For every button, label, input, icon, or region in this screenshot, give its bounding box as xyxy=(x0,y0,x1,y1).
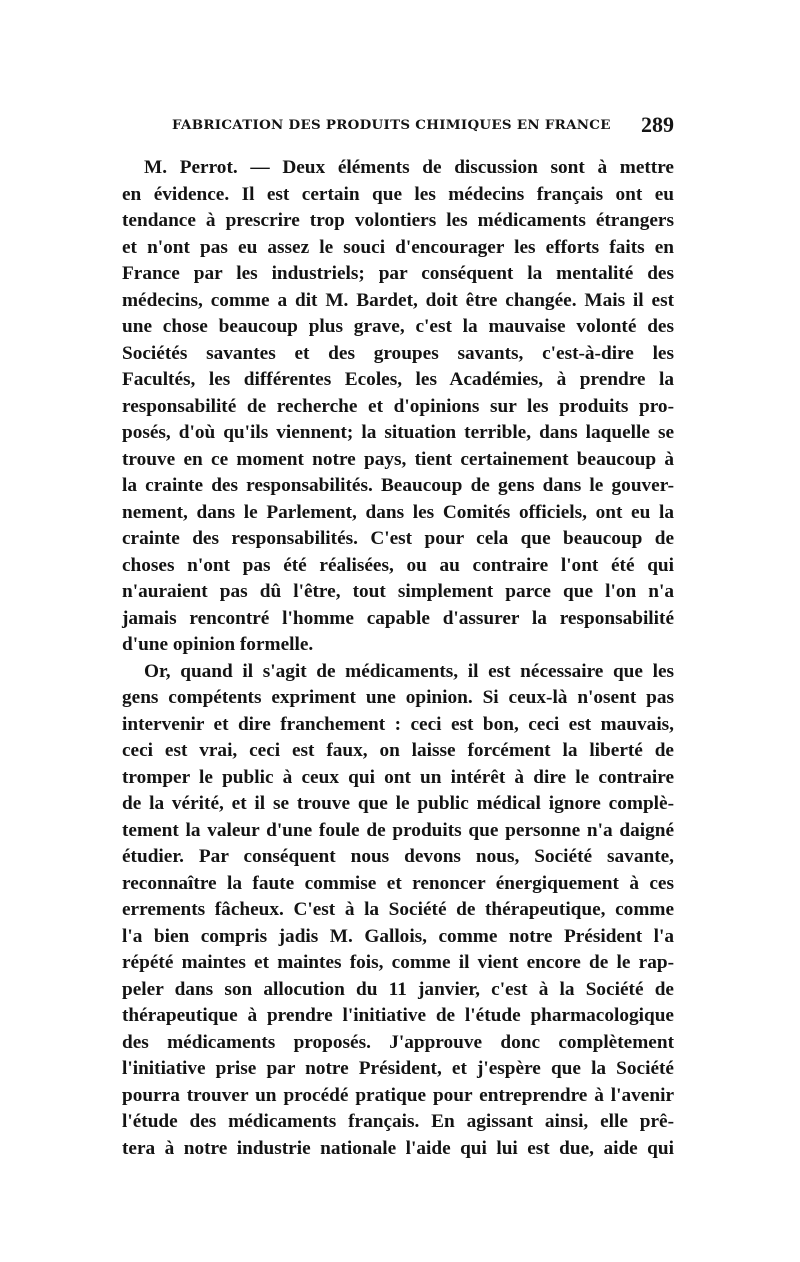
text-line: une chose beaucoup plus grave, c'est la mauvaise volonté des xyxy=(122,316,674,337)
text-line: intervenir et dire franchement : ceci est bon, ceci est mauvais, xyxy=(122,713,674,735)
text-line: médecins, comme a dit M. Bardet, doit être changée. Mais il est xyxy=(122,289,674,311)
text-line: thérapeutique à prendre l'initiative de l'étude pharmacologique xyxy=(122,1005,674,1026)
text-line: en évidence. Il est certain que les médecins français ont eu xyxy=(122,183,674,205)
text-line: des médicaments proposés. J'approuve donc complètement xyxy=(122,1031,674,1053)
text-line: la crainte des responsabilités. Beaucoup de gens dans le gouver- xyxy=(122,475,674,496)
text-line: M. Perrot. — Deux éléments de discussion sont à mettre xyxy=(144,157,674,178)
text-line: choses n'ont pas été réalisées, ou au contraire l'ont été qui xyxy=(122,554,674,576)
text-line: l'initiative prise par notre Président, et j'espère que la Société xyxy=(122,1058,674,1079)
body-text xyxy=(122,155,674,1162)
text-line: reconnaître la faute commise et renoncer énergiquement à ces xyxy=(122,872,674,894)
text-line: France par les industriels; par conséquent la mentalité des xyxy=(122,263,674,284)
text-line: étudier. Par conséquent nous devons nous, Société savante, xyxy=(122,846,674,867)
running-title: FABRICATION DES PRODUITS CHIMIQUES EN FRANCE xyxy=(172,117,611,133)
text-line: de la vérité, et il se trouve que le public médical ignore complè- xyxy=(122,793,674,814)
text-line: répété maintes et maintes fois, comme il vient encore de le rap- xyxy=(122,952,674,973)
text-line: crainte des responsabilités. C'est pour cela que beaucoup de xyxy=(122,528,674,549)
text-line: l'a bien compris jadis M. Gallois, comme notre Président l'a xyxy=(122,925,674,947)
text-line: pourra trouver un procédé pratique pour entreprendre à l'avenir xyxy=(122,1084,674,1106)
text-line: gens compétents expriment une opinion. Si ceux-là n'osent pas xyxy=(122,687,674,708)
text-line: peler dans son allocution du 11 janvier, c'est à la Société de xyxy=(122,978,674,1000)
text-line: d'une opinion formelle. xyxy=(122,634,314,655)
text-line: Or, quand il s'agit de médicaments, il est nécessaire que les xyxy=(144,660,674,682)
text-line: jamais rencontré l'homme capable d'assurer la responsabilité xyxy=(122,607,674,629)
text-line: responsabilité de recherche et d'opinions sur les produits pro- xyxy=(122,395,674,417)
text-line: nement, dans le Parlement, dans les Comités officiels, ont eu la xyxy=(122,501,674,523)
text-line: trouve en ce moment notre pays, tient certainement beaucoup à xyxy=(122,448,674,470)
text-line: Facultés, les différentes Ecoles, les Académies, à prendre la xyxy=(122,369,674,390)
text-line: posés, d'où qu'ils viennent; la situation terrible, dans laquelle se xyxy=(122,422,674,443)
text-line: Sociétés savantes et des groupes savants, c'est-à-dire les xyxy=(122,342,674,364)
running-head xyxy=(122,112,674,142)
text-line: l'étude des médicaments français. En agissant ainsi, elle prê- xyxy=(122,1111,674,1132)
text-line: ceci est vrai, ceci est faux, on laisse forcément la liberté de xyxy=(122,740,674,761)
text-line: tromper le public à ceux qui ont un intérêt à dire le contraire xyxy=(122,766,674,788)
text-line: tement la valeur d'une foule de produits que personne n'a daigné xyxy=(122,819,674,841)
text-line: tendance à prescrire trop volontiers les médicaments étrangers xyxy=(122,210,674,231)
page-number: 289 xyxy=(641,112,674,137)
text-line: tera à notre industrie nationale l'aide qui lui est due, aide qui xyxy=(122,1137,674,1159)
text-line: n'auraient pas dû l'être, tout simplement parce que l'on n'a xyxy=(122,581,674,602)
text-line: errements fâcheux. C'est à la Société de thérapeutique, comme xyxy=(122,899,674,920)
text-line: et n'ont pas eu assez le souci d'encourager les efforts faits en xyxy=(122,236,674,258)
